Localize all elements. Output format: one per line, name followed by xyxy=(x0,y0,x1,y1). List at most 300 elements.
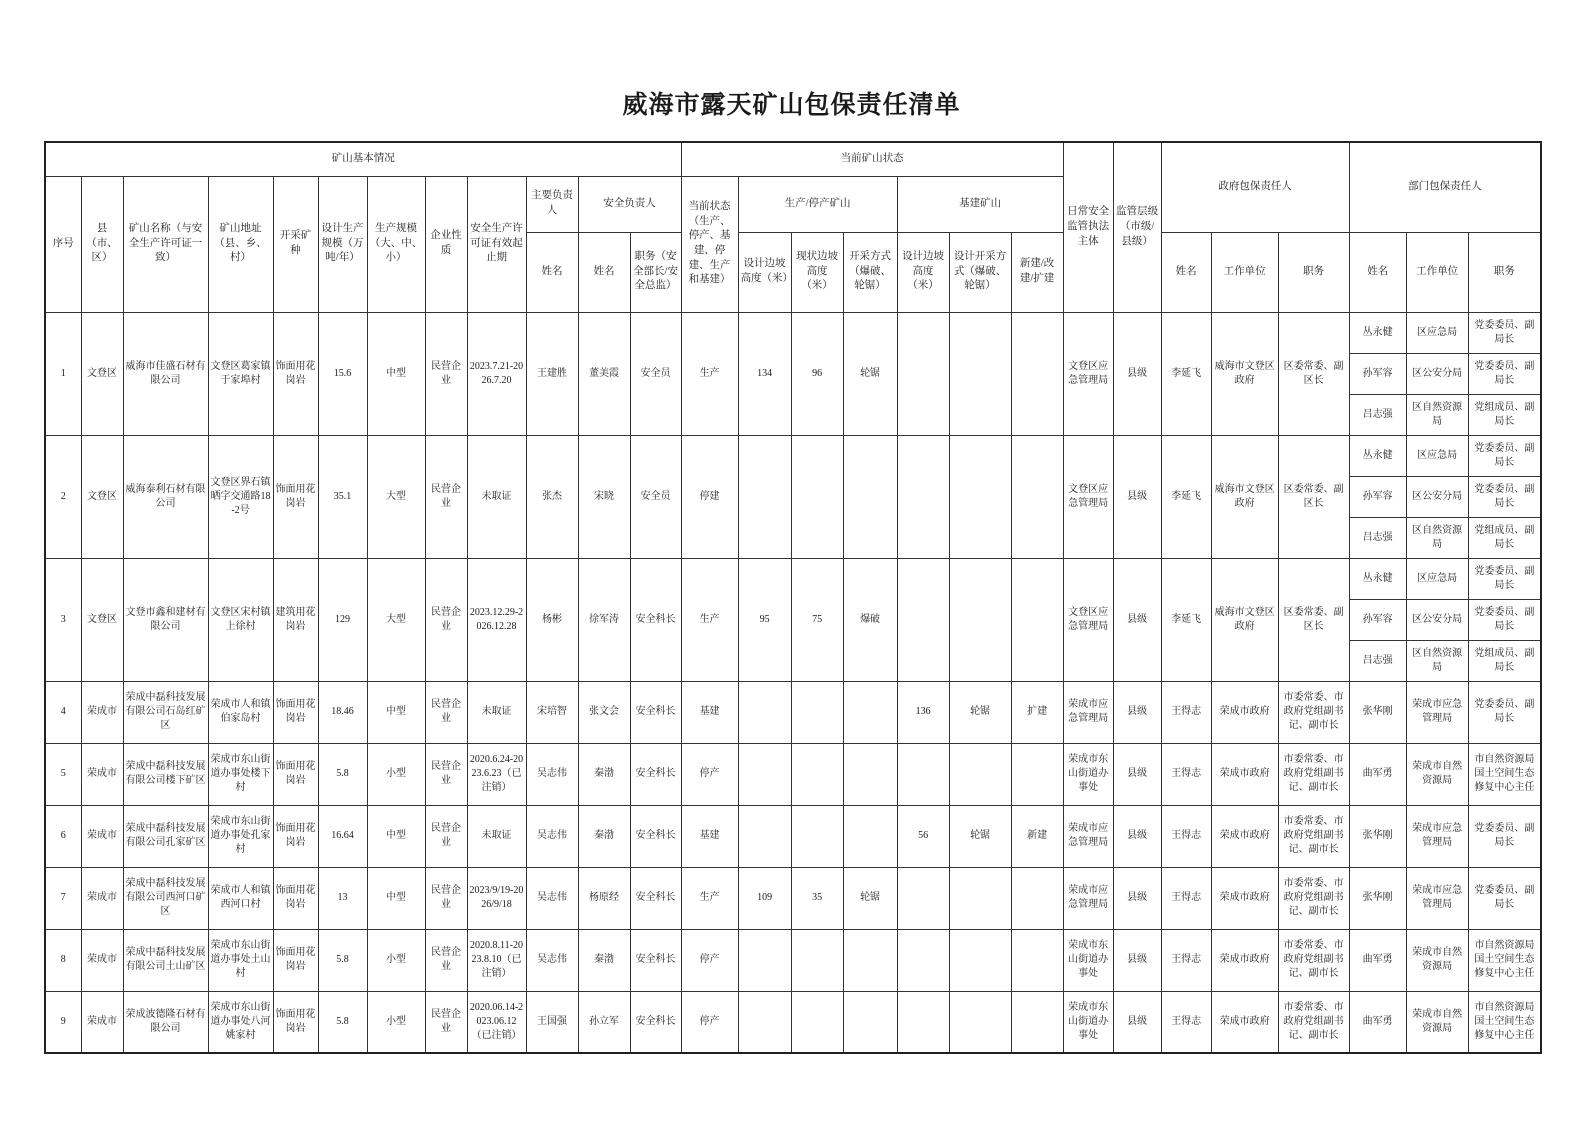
cell-main-name: 吴志伟 xyxy=(526,929,578,991)
cell-gov-work-unit: 威海市文登区政府 xyxy=(1211,312,1278,435)
cell-seq: 6 xyxy=(45,805,81,867)
group-header-main-person: 主要负责人 xyxy=(526,176,578,232)
cell-mine-address: 荣成市人和镇伯家岛村 xyxy=(208,681,273,743)
cell-mine-name: 荣成波德隆石材有限公司 xyxy=(123,991,208,1053)
cell-regulation-level: 县级 xyxy=(1113,929,1161,991)
cell-infra-design-slope xyxy=(897,312,949,435)
col-header-mine-name: 矿山名称（与安全生产许可证一致） xyxy=(123,176,208,312)
col-header-county: 县（市、区） xyxy=(81,176,123,312)
cell-current-slope xyxy=(791,991,843,1053)
cell-design-slope xyxy=(738,681,791,743)
cell-mining-method xyxy=(843,681,897,743)
cell-dept-work-unit: 区应急局 xyxy=(1406,435,1468,476)
cell-regulator: 文登区应急管理局 xyxy=(1063,435,1113,558)
cell-license-period: 未取证 xyxy=(467,805,526,867)
cell-design-capacity: 16.64 xyxy=(318,805,367,867)
cell-enterprise-type: 民营企业 xyxy=(425,743,467,805)
cell-build-type xyxy=(1011,991,1063,1053)
cell-current-status: 停建 xyxy=(681,435,738,558)
cell-mine-address: 荣成市人和镇西河口村 xyxy=(208,867,273,929)
cell-current-status: 基建 xyxy=(681,805,738,867)
cell-safety-name: 杨原经 xyxy=(578,867,630,929)
cell-dept-job-title: 市自然资源局国土空间生态修复中心主任 xyxy=(1468,929,1541,991)
cell-dept-work-unit: 荣成市自然资源局 xyxy=(1406,743,1468,805)
cell-regulator: 荣成市应急管理局 xyxy=(1063,867,1113,929)
cell-seq: 4 xyxy=(45,681,81,743)
group-header-gov-person: 政府包保责任人 xyxy=(1161,142,1349,232)
col-header-dept-work-unit: 工作单位 xyxy=(1406,232,1468,312)
cell-gov-job-title: 市委常委、市政府党组副书记、副市长 xyxy=(1278,867,1349,929)
cell-infra-design-method xyxy=(949,743,1011,805)
cell-current-slope: 35 xyxy=(791,867,843,929)
cell-mineral: 饰面用花岗岩 xyxy=(273,867,318,929)
cell-build-type xyxy=(1011,929,1063,991)
cell-main-name: 张杰 xyxy=(526,435,578,558)
cell-current-status: 停产 xyxy=(681,991,738,1053)
cell-dept-job-title: 党委委员、副局长 xyxy=(1468,558,1541,599)
cell-current-slope: 96 xyxy=(791,312,843,435)
cell-infra-design-method xyxy=(949,929,1011,991)
cell-dept-job-title: 党委委员、副局长 xyxy=(1468,312,1541,353)
cell-dept-work-unit: 荣成市自然资源局 xyxy=(1406,991,1468,1053)
cell-infra-design-method xyxy=(949,867,1011,929)
col-header-regulation-level: 监管层级（市级/县级） xyxy=(1113,142,1161,312)
cell-safety-name: 张文会 xyxy=(578,681,630,743)
cell-scale: 大型 xyxy=(367,558,425,681)
cell-infra-design-method xyxy=(949,558,1011,681)
cell-scale: 中型 xyxy=(367,805,425,867)
cell-dept-name: 孙军容 xyxy=(1349,476,1406,517)
cell-dept-job-title: 党组成员、副局长 xyxy=(1468,640,1541,681)
cell-regulation-level: 县级 xyxy=(1113,312,1161,435)
cell-gov-work-unit: 荣成市政府 xyxy=(1211,681,1278,743)
cell-gov-job-title: 区委常委、副区长 xyxy=(1278,312,1349,435)
cell-regulator: 荣成市应急管理局 xyxy=(1063,805,1113,867)
cell-dept-job-title: 党委委员、副局长 xyxy=(1468,681,1541,743)
cell-dept-job-title: 党委委员、副局长 xyxy=(1468,353,1541,394)
cell-current-status: 生产 xyxy=(681,867,738,929)
cell-mine-address: 荣成市东山街道办事处土山村 xyxy=(208,929,273,991)
cell-design-slope: 109 xyxy=(738,867,791,929)
cell-enterprise-type: 民营企业 xyxy=(425,867,467,929)
cell-dept-work-unit: 区自然资源局 xyxy=(1406,640,1468,681)
cell-dept-job-title: 党委委员、副局长 xyxy=(1468,599,1541,640)
cell-county: 荣成市 xyxy=(81,867,123,929)
cell-safety-title: 安全科长 xyxy=(630,867,681,929)
cell-county: 荣成市 xyxy=(81,929,123,991)
table-body xyxy=(45,312,1541,1053)
cell-county: 文登区 xyxy=(81,558,123,681)
cell-regulator: 荣成市东山街道办事处 xyxy=(1063,929,1113,991)
cell-design-capacity: 5.8 xyxy=(318,929,367,991)
cell-regulator: 荣成市应急管理局 xyxy=(1063,681,1113,743)
cell-mining-method: 爆破 xyxy=(843,558,897,681)
cell-dept-work-unit: 区自然资源局 xyxy=(1406,517,1468,558)
cell-mineral: 饰面用花岗岩 xyxy=(273,681,318,743)
cell-design-slope: 95 xyxy=(738,558,791,681)
cell-seq: 3 xyxy=(45,558,81,681)
cell-infra-design-method xyxy=(949,435,1011,558)
cell-design-slope: 134 xyxy=(738,312,791,435)
cell-regulation-level: 县级 xyxy=(1113,681,1161,743)
cell-safety-title: 安全员 xyxy=(630,312,681,435)
col-header-safety-title: 职务（安全部长/安全总监） xyxy=(630,232,681,312)
cell-design-capacity: 129 xyxy=(318,558,367,681)
col-header-seq: 序号 xyxy=(45,176,81,312)
cell-county: 文登区 xyxy=(81,312,123,435)
cell-license-period: 2023.12.29-2026.12.28 xyxy=(467,558,526,681)
cell-safety-name: 徐军涛 xyxy=(578,558,630,681)
cell-mine-name: 荣成中磊科技发展有限公司西河口矿区 xyxy=(123,867,208,929)
cell-gov-work-unit: 威海市文登区政府 xyxy=(1211,435,1278,558)
cell-design-slope xyxy=(738,929,791,991)
cell-safety-name: 孙立军 xyxy=(578,991,630,1053)
cell-seq: 1 xyxy=(45,312,81,435)
cell-dept-work-unit: 区自然资源局 xyxy=(1406,394,1468,435)
cell-gov-job-title: 市委常委、市政府党组副书记、副市长 xyxy=(1278,929,1349,991)
cell-dept-name: 吕志强 xyxy=(1349,517,1406,558)
cell-design-capacity: 35.1 xyxy=(318,435,367,558)
cell-regulation-level: 县级 xyxy=(1113,743,1161,805)
cell-current-status: 基建 xyxy=(681,681,738,743)
cell-current-status: 停产 xyxy=(681,929,738,991)
cell-current-slope: 75 xyxy=(791,558,843,681)
cell-safety-title: 安全科长 xyxy=(630,991,681,1053)
cell-gov-name: 王得志 xyxy=(1161,743,1211,805)
cell-mine-address: 文登区葛家镇于家埠村 xyxy=(208,312,273,435)
cell-dept-name: 曲军勇 xyxy=(1349,743,1406,805)
col-header-regulator: 日常安全监管执法主体 xyxy=(1063,142,1113,312)
cell-seq: 7 xyxy=(45,867,81,929)
cell-safety-name: 董美霞 xyxy=(578,312,630,435)
cell-build-type xyxy=(1011,312,1063,435)
cell-dept-name: 张华刚 xyxy=(1349,681,1406,743)
cell-license-period: 未取证 xyxy=(467,435,526,558)
cell-dept-name: 曲军勇 xyxy=(1349,991,1406,1053)
cell-mining-method: 轮锯 xyxy=(843,867,897,929)
cell-current-slope xyxy=(791,743,843,805)
cell-dept-name: 张华刚 xyxy=(1349,867,1406,929)
cell-current-slope xyxy=(791,805,843,867)
cell-current-slope xyxy=(791,929,843,991)
cell-dept-job-title: 市自然资源局国土空间生态修复中心主任 xyxy=(1468,991,1541,1053)
cell-dept-job-title: 党委委员、副局长 xyxy=(1468,805,1541,867)
cell-build-type xyxy=(1011,867,1063,929)
cell-build-type: 新建 xyxy=(1011,805,1063,867)
cell-regulation-level: 县级 xyxy=(1113,558,1161,681)
cell-infra-design-slope xyxy=(897,558,949,681)
col-header-gov-name: 姓名 xyxy=(1161,232,1211,312)
col-header-gov-work-unit: 工作单位 xyxy=(1211,232,1278,312)
cell-design-slope xyxy=(738,991,791,1053)
cell-gov-name: 王得志 xyxy=(1161,805,1211,867)
col-header-current-slope: 现状边坡高度（米） xyxy=(791,232,843,312)
col-header-scale: 生产规模（大、中、小） xyxy=(367,176,425,312)
cell-dept-name: 吕志强 xyxy=(1349,394,1406,435)
col-header-license-period: 安全生产许可证有效起止期 xyxy=(467,176,526,312)
cell-gov-name: 王得志 xyxy=(1161,681,1211,743)
cell-infra-design-slope xyxy=(897,929,949,991)
cell-safety-title: 安全科长 xyxy=(630,558,681,681)
cell-mine-address: 荣成市东山街道办事处孔家村 xyxy=(208,805,273,867)
cell-dept-work-unit: 荣成市应急管理局 xyxy=(1406,805,1468,867)
cell-gov-work-unit: 荣成市政府 xyxy=(1211,991,1278,1053)
col-header-current-status: 当前状态（生产、停产、基建、停建、生产和基建） xyxy=(681,176,738,312)
cell-design-capacity: 15.6 xyxy=(318,312,367,435)
mine-responsibility-table xyxy=(44,141,1542,1054)
cell-license-period: 2020.06.14-2023.06.12（已注销） xyxy=(467,991,526,1053)
cell-mineral: 饰面用花岗岩 xyxy=(273,435,318,558)
cell-safety-name: 秦渤 xyxy=(578,805,630,867)
cell-mineral: 饰面用花岗岩 xyxy=(273,991,318,1053)
cell-dept-name: 丛永健 xyxy=(1349,435,1406,476)
cell-gov-work-unit: 荣成市政府 xyxy=(1211,929,1278,991)
col-header-infra-design-method: 设计开采方式（爆破、轮锯） xyxy=(949,232,1011,312)
table-row xyxy=(45,867,1541,929)
cell-mining-method: 轮锯 xyxy=(843,312,897,435)
table-row xyxy=(45,743,1541,805)
cell-gov-name: 李延飞 xyxy=(1161,435,1211,558)
col-header-build-type: 新建/改建/扩建 xyxy=(1011,232,1063,312)
cell-mine-address: 荣成市东山街道办事处八河姚家村 xyxy=(208,991,273,1053)
cell-seq: 8 xyxy=(45,929,81,991)
col-header-safety-name: 姓名 xyxy=(578,232,630,312)
cell-enterprise-type: 民营企业 xyxy=(425,929,467,991)
cell-license-period: 2020.8.11-2023.8.10（已注销） xyxy=(467,929,526,991)
cell-main-name: 王国强 xyxy=(526,991,578,1053)
table-header xyxy=(45,142,1541,312)
cell-build-type: 扩建 xyxy=(1011,681,1063,743)
cell-regulation-level: 县级 xyxy=(1113,435,1161,558)
cell-mine-name: 文登市鑫和建材有限公司 xyxy=(123,558,208,681)
cell-gov-job-title: 市委常委、市政府党组副书记、副市长 xyxy=(1278,805,1349,867)
cell-main-name: 宋培智 xyxy=(526,681,578,743)
cell-current-slope xyxy=(791,435,843,558)
cell-infra-design-slope: 56 xyxy=(897,805,949,867)
cell-gov-job-title: 区委常委、副区长 xyxy=(1278,435,1349,558)
cell-regulator: 荣成市东山街道办事处 xyxy=(1063,991,1113,1053)
cell-county: 文登区 xyxy=(81,435,123,558)
cell-mine-name: 荣成中磊科技发展有限公司土山矿区 xyxy=(123,929,208,991)
cell-mine-name: 荣成中磊科技发展有限公司孔家矿区 xyxy=(123,805,208,867)
group-header-infra-mines: 基建矿山 xyxy=(897,176,1063,232)
cell-regulation-level: 县级 xyxy=(1113,805,1161,867)
cell-dept-job-title: 党委委员、副局长 xyxy=(1468,867,1541,929)
cell-safety-name: 宋晓 xyxy=(578,435,630,558)
cell-design-slope xyxy=(738,435,791,558)
cell-county: 荣成市 xyxy=(81,743,123,805)
cell-gov-name: 王得志 xyxy=(1161,929,1211,991)
cell-license-period: 2023.7.21-2026.7.20 xyxy=(467,312,526,435)
cell-scale: 中型 xyxy=(367,681,425,743)
cell-county: 荣成市 xyxy=(81,805,123,867)
cell-dept-name: 吕志强 xyxy=(1349,640,1406,681)
group-header-current-status: 当前矿山状态 xyxy=(681,142,1063,176)
col-header-main-name: 姓名 xyxy=(526,232,578,312)
cell-gov-work-unit: 荣成市政府 xyxy=(1211,805,1278,867)
cell-mineral: 建筑用花岗岩 xyxy=(273,558,318,681)
cell-enterprise-type: 民营企业 xyxy=(425,312,467,435)
cell-design-slope xyxy=(738,743,791,805)
cell-gov-name: 王得志 xyxy=(1161,867,1211,929)
cell-scale: 小型 xyxy=(367,991,425,1053)
cell-scale: 中型 xyxy=(367,867,425,929)
cell-safety-title: 安全科长 xyxy=(630,681,681,743)
cell-design-capacity: 13 xyxy=(318,867,367,929)
cell-seq: 2 xyxy=(45,435,81,558)
cell-mine-name: 荣成中磊科技发展有限公司石岛红矿区 xyxy=(123,681,208,743)
cell-scale: 中型 xyxy=(367,312,425,435)
cell-infra-design-slope xyxy=(897,743,949,805)
col-header-design-capacity: 设计生产规模（万吨/年） xyxy=(318,176,367,312)
col-header-design-slope: 设计边坡高度（米） xyxy=(738,232,791,312)
cell-mineral: 饰面用花岗岩 xyxy=(273,743,318,805)
cell-gov-job-title: 区委常委、副区长 xyxy=(1278,558,1349,681)
cell-mine-name: 威海市佳盛石材有限公司 xyxy=(123,312,208,435)
cell-safety-name: 秦渤 xyxy=(578,929,630,991)
cell-infra-design-method: 轮锯 xyxy=(949,681,1011,743)
cell-safety-title: 安全科长 xyxy=(630,743,681,805)
col-header-mine-address: 矿山地址（县、乡、村） xyxy=(208,176,273,312)
cell-mine-name: 威海泰利石材有限公司 xyxy=(123,435,208,558)
cell-regulator: 文登区应急管理局 xyxy=(1063,312,1113,435)
cell-mining-method xyxy=(843,991,897,1053)
cell-gov-name: 王得志 xyxy=(1161,991,1211,1053)
cell-dept-name: 张华刚 xyxy=(1349,805,1406,867)
group-header-dept-person: 部门包保责任人 xyxy=(1349,142,1541,232)
cell-main-name: 吴志伟 xyxy=(526,743,578,805)
table-row xyxy=(45,435,1541,476)
cell-main-name: 吴志伟 xyxy=(526,867,578,929)
cell-enterprise-type: 民营企业 xyxy=(425,435,467,558)
cell-build-type xyxy=(1011,743,1063,805)
cell-mine-address: 文登区宋村镇上徐村 xyxy=(208,558,273,681)
header-row-groups xyxy=(45,142,1541,176)
cell-infra-design-method xyxy=(949,312,1011,435)
cell-enterprise-type: 民营企业 xyxy=(425,558,467,681)
cell-dept-job-title: 党委委员、副局长 xyxy=(1468,435,1541,476)
cell-safety-title: 安全科长 xyxy=(630,805,681,867)
cell-infra-design-method xyxy=(949,991,1011,1053)
cell-dept-job-title: 党委委员、副局长 xyxy=(1468,476,1541,517)
cell-mineral: 饰面用花岗岩 xyxy=(273,929,318,991)
cell-safety-title: 安全科长 xyxy=(630,929,681,991)
cell-license-period: 未取证 xyxy=(467,681,526,743)
cell-dept-job-title: 市自然资源局国土空间生态修复中心主任 xyxy=(1468,743,1541,805)
cell-current-slope xyxy=(791,681,843,743)
cell-infra-design-slope: 136 xyxy=(897,681,949,743)
cell-gov-work-unit: 荣成市政府 xyxy=(1211,867,1278,929)
cell-scale: 大型 xyxy=(367,435,425,558)
col-header-gov-job-title: 职务 xyxy=(1278,232,1349,312)
col-header-dept-name: 姓名 xyxy=(1349,232,1406,312)
group-header-prod-mines: 生产/停产矿山 xyxy=(738,176,897,232)
cell-mine-name: 荣成中磊科技发展有限公司楼下矿区 xyxy=(123,743,208,805)
cell-design-capacity: 5.8 xyxy=(318,991,367,1053)
cell-gov-name: 李延飞 xyxy=(1161,558,1211,681)
cell-regulator: 荣成市东山街道办事处 xyxy=(1063,743,1113,805)
cell-mineral: 饰面用花岗岩 xyxy=(273,312,318,435)
table-row xyxy=(45,991,1541,1053)
cell-mining-method xyxy=(843,435,897,558)
col-header-mining-method: 开采方式（爆破、轮锯） xyxy=(843,232,897,312)
cell-infra-design-slope xyxy=(897,867,949,929)
cell-design-capacity: 5.8 xyxy=(318,743,367,805)
cell-gov-name: 李延飞 xyxy=(1161,312,1211,435)
cell-safety-name: 秦渤 xyxy=(578,743,630,805)
cell-dept-name: 孙军容 xyxy=(1349,599,1406,640)
table-row xyxy=(45,312,1541,353)
cell-dept-name: 孙军容 xyxy=(1349,353,1406,394)
cell-dept-work-unit: 荣成市应急管理局 xyxy=(1406,681,1468,743)
cell-enterprise-type: 民营企业 xyxy=(425,805,467,867)
col-header-infra-design-slope: 设计边坡高度（米） xyxy=(897,232,949,312)
cell-gov-job-title: 市委常委、市政府党组副书记、副市长 xyxy=(1278,743,1349,805)
table-row xyxy=(45,558,1541,599)
cell-main-name: 王建胜 xyxy=(526,312,578,435)
cell-dept-work-unit: 区公安分局 xyxy=(1406,599,1468,640)
cell-regulation-level: 县级 xyxy=(1113,867,1161,929)
cell-main-name: 吴志伟 xyxy=(526,805,578,867)
cell-build-type xyxy=(1011,558,1063,681)
cell-dept-work-unit: 区公安分局 xyxy=(1406,353,1468,394)
cell-dept-name: 曲军勇 xyxy=(1349,929,1406,991)
cell-dept-work-unit: 区应急局 xyxy=(1406,558,1468,599)
table-row xyxy=(45,805,1541,867)
table-row xyxy=(45,681,1541,743)
cell-dept-job-title: 党组成员、副局长 xyxy=(1468,517,1541,558)
cell-design-slope xyxy=(738,805,791,867)
cell-dept-work-unit: 区应急局 xyxy=(1406,312,1468,353)
cell-mining-method xyxy=(843,743,897,805)
cell-mine-address: 文登区界石镇晒字交通路18-2号 xyxy=(208,435,273,558)
cell-dept-name: 丛永健 xyxy=(1349,558,1406,599)
cell-scale: 小型 xyxy=(367,929,425,991)
cell-dept-job-title: 党组成员、副局长 xyxy=(1468,394,1541,435)
cell-license-period: 2023/9/19-2026/9/18 xyxy=(467,867,526,929)
cell-mineral: 饰面用花岗岩 xyxy=(273,805,318,867)
cell-current-status: 停产 xyxy=(681,743,738,805)
cell-county: 荣成市 xyxy=(81,991,123,1053)
cell-seq: 9 xyxy=(45,991,81,1053)
page-title: 威海市露天矿山包保责任清单 xyxy=(622,92,961,119)
cell-mine-address: 荣成市东山街道办事处楼下村 xyxy=(208,743,273,805)
cell-enterprise-type: 民营企业 xyxy=(425,681,467,743)
cell-enterprise-type: 民营企业 xyxy=(425,991,467,1053)
cell-county: 荣成市 xyxy=(81,681,123,743)
cell-gov-job-title: 市委常委、市政府党组副书记、副市长 xyxy=(1278,681,1349,743)
col-header-mineral: 开采矿种 xyxy=(273,176,318,312)
cell-dept-name: 丛永健 xyxy=(1349,312,1406,353)
cell-regulator: 文登区应急管理局 xyxy=(1063,558,1113,681)
cell-gov-work-unit: 荣成市政府 xyxy=(1211,743,1278,805)
cell-safety-title: 安全员 xyxy=(630,435,681,558)
cell-dept-work-unit: 荣成市应急管理局 xyxy=(1406,867,1468,929)
cell-gov-work-unit: 威海市文登区政府 xyxy=(1211,558,1278,681)
col-header-dept-job-title: 职务 xyxy=(1468,232,1541,312)
cell-scale: 小型 xyxy=(367,743,425,805)
cell-current-status: 生产 xyxy=(681,312,738,435)
cell-gov-job-title: 市委常委、市政府党组副书记、副市长 xyxy=(1278,991,1349,1053)
cell-design-capacity: 18.46 xyxy=(318,681,367,743)
cell-regulation-level: 县级 xyxy=(1113,991,1161,1053)
table-row xyxy=(45,929,1541,991)
cell-infra-design-slope xyxy=(897,435,949,558)
cell-infra-design-method: 轮锯 xyxy=(949,805,1011,867)
cell-seq: 5 xyxy=(45,743,81,805)
group-header-safety-person: 安全负责人 xyxy=(578,176,681,232)
group-header-mine-basic: 矿山基本情况 xyxy=(45,142,681,176)
